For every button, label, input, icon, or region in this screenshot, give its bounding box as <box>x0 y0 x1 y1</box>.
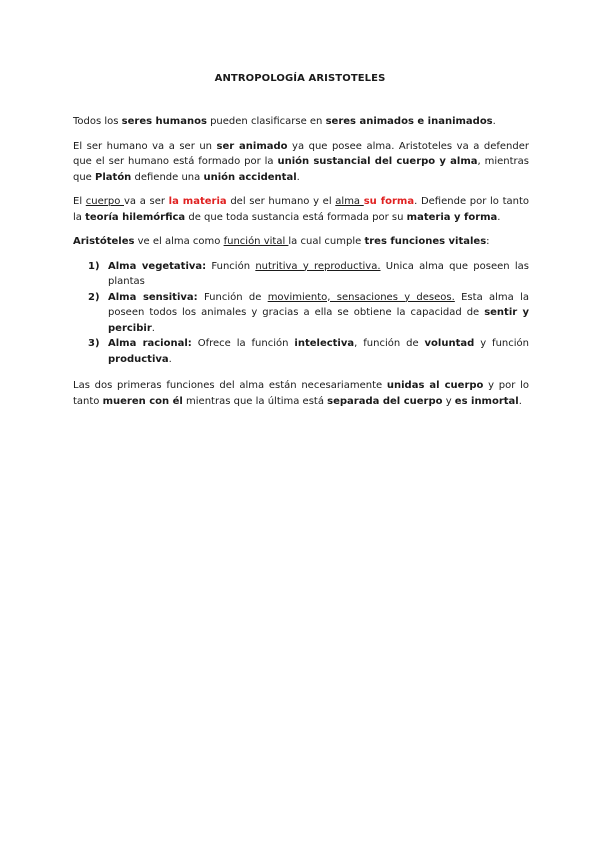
underlined-text: función vital <box>223 236 289 247</box>
text: , mientras que <box>73 156 529 183</box>
functions-list <box>73 259 529 368</box>
underlined-text: movimiento, sensaciones y deseos. <box>267 291 455 303</box>
text: Ofrece la función <box>191 338 295 349</box>
bold-text: Alma sensitiva: <box>108 291 198 303</box>
bold-text: ser animado <box>216 140 288 152</box>
text: Unica alma que poseen las plantas <box>108 260 529 287</box>
text: : <box>486 236 490 247</box>
bold-text: Alma vegetativa: <box>108 260 207 272</box>
text: . <box>296 171 300 183</box>
text: defiende una <box>131 171 204 183</box>
underlined-text: cuerpo <box>85 196 124 207</box>
highlighted-text: la materia <box>168 196 227 207</box>
highlighted-text: su forma <box>363 196 415 207</box>
text: y función <box>474 338 529 349</box>
list-item <box>73 290 529 337</box>
text: . <box>168 353 172 365</box>
list-number: 1) <box>88 260 100 272</box>
list-item <box>73 336 529 367</box>
bold-text: Aristóteles <box>73 236 135 247</box>
document-title: ANTROPOLOGÍA ARISTOTELES <box>214 73 386 84</box>
text: . <box>518 395 522 407</box>
bold-text: es inmortal <box>454 395 519 407</box>
list-item <box>73 259 529 290</box>
bold-text: sentir y percibir <box>108 307 529 334</box>
bold-text: unión sustancial del cuerpo y alma <box>277 156 478 167</box>
bold-text: teoría hilemórfica <box>85 211 186 223</box>
text: . <box>497 211 501 223</box>
text: . Defiende por lo tanto la <box>73 196 530 223</box>
text: del ser humano y el <box>226 196 336 207</box>
list-number: 3) <box>88 338 100 349</box>
paragraph-4 <box>73 234 529 250</box>
bold-text: separada del cuerpo <box>327 395 443 407</box>
text: ya que posee alma. Aristoteles va a defender que el ser humano está formado por la <box>73 140 529 167</box>
text: de que toda sustancia está formada por su <box>185 211 407 223</box>
text: la cual cumple <box>288 236 365 247</box>
bold-text: seres humanos <box>121 116 207 127</box>
text: . <box>492 116 496 127</box>
text: mientras que la última está <box>182 395 328 407</box>
document-body <box>73 114 529 418</box>
text: El <box>73 196 86 207</box>
bold-text: tres funciones vitales <box>364 236 487 247</box>
bold-text: intelectiva <box>294 338 355 349</box>
bold-text: seres animados e inanimados <box>325 116 493 127</box>
text: , función de <box>354 338 425 349</box>
paragraph-1 <box>73 114 529 130</box>
underlined-text: alma <box>335 196 364 207</box>
bold-text: voluntad <box>424 338 475 349</box>
paragraph-5 <box>73 378 529 409</box>
bold-text: mueren con él <box>102 395 183 407</box>
bold-text: Alma racional: <box>108 338 192 349</box>
text: Todos los <box>73 116 122 127</box>
bold-text: productiva <box>108 353 169 365</box>
text: Las dos primeras funciones del alma están necesariamente <box>73 380 387 391</box>
text: y por lo tanto <box>73 380 529 407</box>
bold-text: Platón <box>95 171 132 183</box>
text: pueden clasificarse en <box>206 116 326 127</box>
text: Esta alma la poseen todos los animales y gracias a ella se obtiene la capacidad de <box>108 291 529 318</box>
bold-text: materia y forma <box>406 211 498 223</box>
text: Función de <box>197 291 268 303</box>
underlined-text: nutritiva y reproductiva. <box>255 260 381 272</box>
text: y <box>442 395 455 407</box>
text: ve el alma como <box>134 236 224 247</box>
text: El ser humano va a ser un <box>73 140 217 152</box>
text: va a ser <box>124 196 169 207</box>
text: . <box>151 322 155 334</box>
bold-text: unión accidental <box>203 171 297 183</box>
paragraph-2 <box>73 139 529 186</box>
text: Función <box>206 260 256 272</box>
list-number: 2) <box>88 291 100 303</box>
bold-text: unidas al cuerpo <box>386 380 484 391</box>
paragraph-3 <box>73 194 529 225</box>
